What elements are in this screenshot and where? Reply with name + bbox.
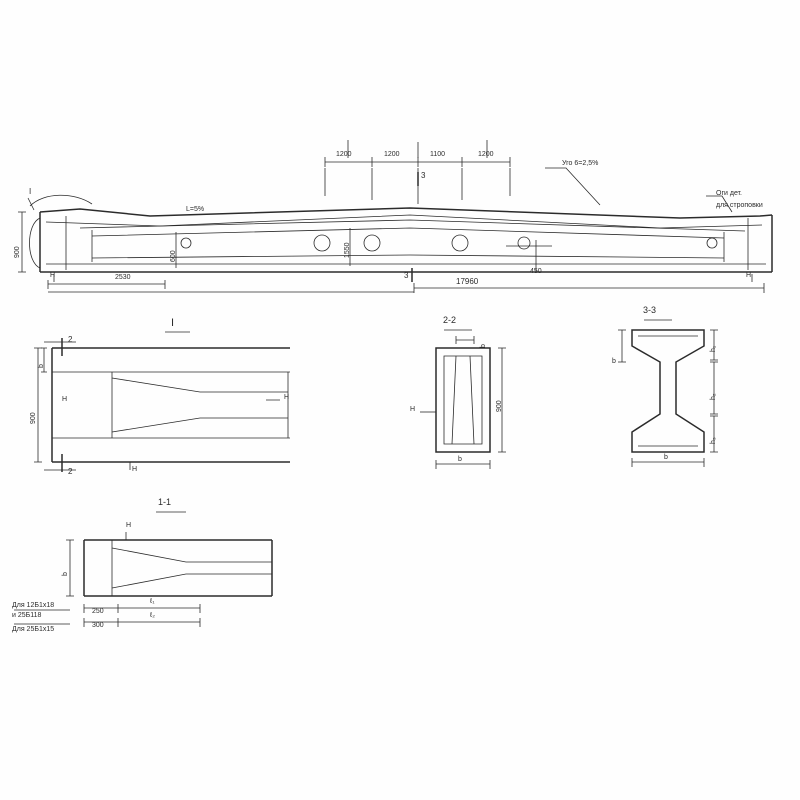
view-I-label: I — [171, 317, 175, 329]
view-I-dim-b: b — [38, 364, 45, 368]
section-2-2-dim-b: b — [458, 456, 462, 463]
view-I-mark-h-bottom: Н — [132, 466, 138, 473]
top-dim-3: 1100 — [430, 151, 446, 158]
main-mark-h-right: Н — [746, 272, 752, 279]
section-3-3-dim-h3: h₃ — [710, 437, 717, 444]
main-mark-h-left: Н — [50, 272, 56, 279]
section-3-3-dim-h2: h₂ — [710, 393, 717, 400]
section-1-1-note-line1: Для 12Б1х18 — [12, 602, 55, 609]
main-dim-1550: 1550 — [344, 242, 351, 258]
main-dim-total: 17960 — [456, 277, 479, 286]
section-1-1-note-line3: Для 25Б1х15 — [12, 626, 55, 633]
main-dim-2530: 2530 — [115, 274, 131, 281]
view-I-mark-h-left: Н — [62, 396, 68, 403]
view-I-cut-bottom: 2 — [68, 467, 73, 476]
main-height-dim: 900 — [14, 246, 21, 258]
section-1-1-dim-250: 250 — [92, 608, 104, 615]
main-dim-600: 600 — [170, 250, 177, 262]
section-1-1-dim-l2: ℓ₂ — [150, 612, 155, 619]
strop-note-line1: Оги дет. — [716, 190, 742, 197]
section-1-1-dim-300: 300 — [92, 622, 104, 629]
section-3-3-label: 3-3 — [643, 305, 657, 315]
section-2-2-dim-inner: b — [480, 344, 487, 348]
section-2-2-mark-h: Н — [410, 406, 416, 413]
slope-note-left: L=5% — [186, 206, 205, 213]
view-I-cut-top: 2 — [68, 335, 73, 344]
strop-note-line2: для строповки — [716, 202, 763, 209]
section-mark-3-top: 3 — [421, 171, 426, 180]
section-2-2-label: 2-2 — [443, 315, 457, 325]
section-3-3-dim-b-bottom: b — [664, 454, 668, 461]
section-1-1-label: 1-1 — [158, 497, 172, 507]
top-dim-2: 1200 — [384, 151, 400, 158]
section-2-2-dim-900: 900 — [496, 400, 503, 412]
main-dim-450: 450 — [530, 268, 542, 275]
view-I-mark-h-right: Н — [284, 394, 290, 401]
section-3-3-dim-h1: h₁ — [710, 345, 717, 352]
view-I-dim-900: 900 — [30, 412, 37, 424]
slope-note-right: Уго 6=2,5% — [562, 160, 599, 167]
section-mark-I-left: I — [29, 187, 32, 196]
section-1-1-mark-h: Н — [126, 522, 132, 529]
section-1-1-dim-l1: ℓ₁ — [150, 598, 155, 605]
section-mark-3-bottom: 3 — [404, 271, 409, 280]
top-dim-1: 1200 — [336, 151, 352, 158]
top-dim-4: 1200 — [478, 151, 494, 158]
section-3-3-dim-b-left: b — [612, 358, 616, 365]
section-1-1-note-line2: и 25Б118 — [12, 612, 42, 619]
section-1-1-dim-b: b — [62, 572, 69, 576]
